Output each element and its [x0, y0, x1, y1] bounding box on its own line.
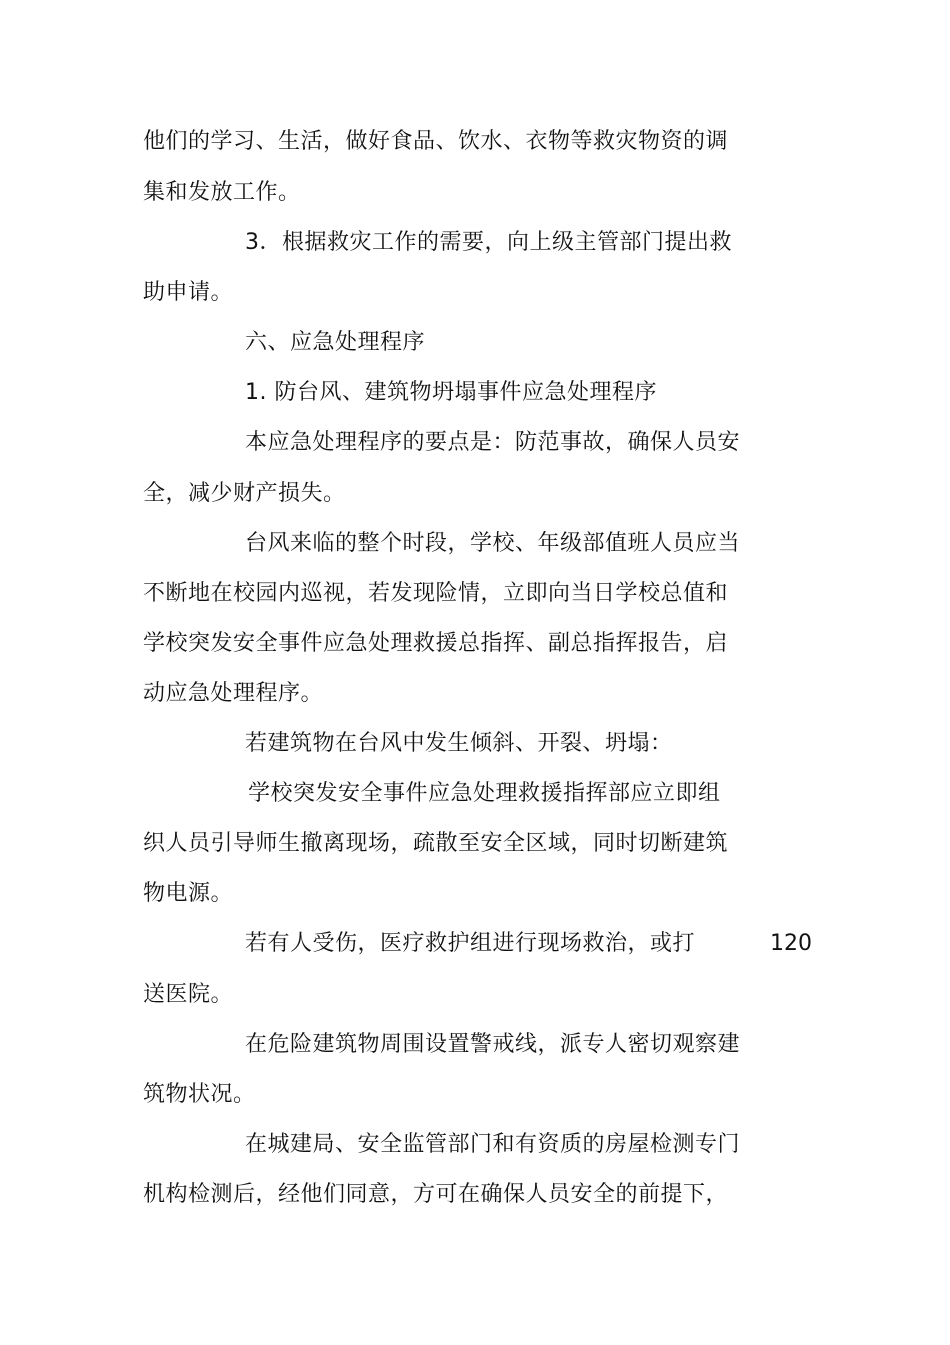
text-line: 集和发放工作。 — [143, 180, 301, 205]
text-line: 动应急处理程序。 — [143, 681, 324, 706]
paragraph-line: 本应急处理程序的要点是：防范事故，确保人员安 — [245, 430, 741, 455]
text-line: 他们的学习、生活，做好食品、饮水、衣物等救灾物资的调 — [143, 129, 729, 154]
paragraph-line: 若建筑物在台风中发生倾斜、开裂、坍塌： — [245, 731, 673, 756]
text-line: 物电源。 — [143, 881, 234, 906]
subsection-heading: 1. 防台风、建筑物坍塌事件应急处理程序 — [245, 380, 657, 405]
paragraph-line: 若有人受伤，医疗救护组进行现场救治，或打 — [245, 931, 696, 956]
text-line: 机构检测后，经他们同意，方可在确保人员安全的前提下， — [143, 1182, 729, 1207]
text-line: 学校突发安全事件应急处理救援总指挥、副总指挥报告，启 — [143, 631, 729, 656]
paragraph-line: 在城建局、安全监管部门和有资质的房屋检测专门 — [245, 1132, 741, 1157]
text-line: 助申请。 — [143, 280, 234, 305]
text-line: 送医院。 — [143, 982, 234, 1007]
phone-number: 120 — [770, 931, 812, 956]
text-line: 织人员引导师生撤离现场，疏散至安全区域，同时切断建筑 — [143, 831, 729, 856]
paragraph-line: 在危险建筑物周围设置警戒线，派专人密切观察建 — [245, 1032, 741, 1057]
text-line: 不断地在校园内巡视，若发现险情，立即向当日学校总值和 — [143, 581, 729, 606]
text-line: 筑物状况。 — [143, 1082, 256, 1107]
paragraph-line: 台风来临的整个时段，学校、年级部值班人员应当 — [245, 531, 741, 556]
paragraph-line: 学校突发安全事件应急处理救援指挥部应立即组 — [248, 781, 721, 806]
text-line: 全，减少财产损失。 — [143, 481, 346, 506]
list-item-3: 3．根据救灾工作的需要，向上级主管部门提出救 — [245, 230, 732, 255]
section-heading: 六、应急处理程序 — [245, 330, 426, 355]
